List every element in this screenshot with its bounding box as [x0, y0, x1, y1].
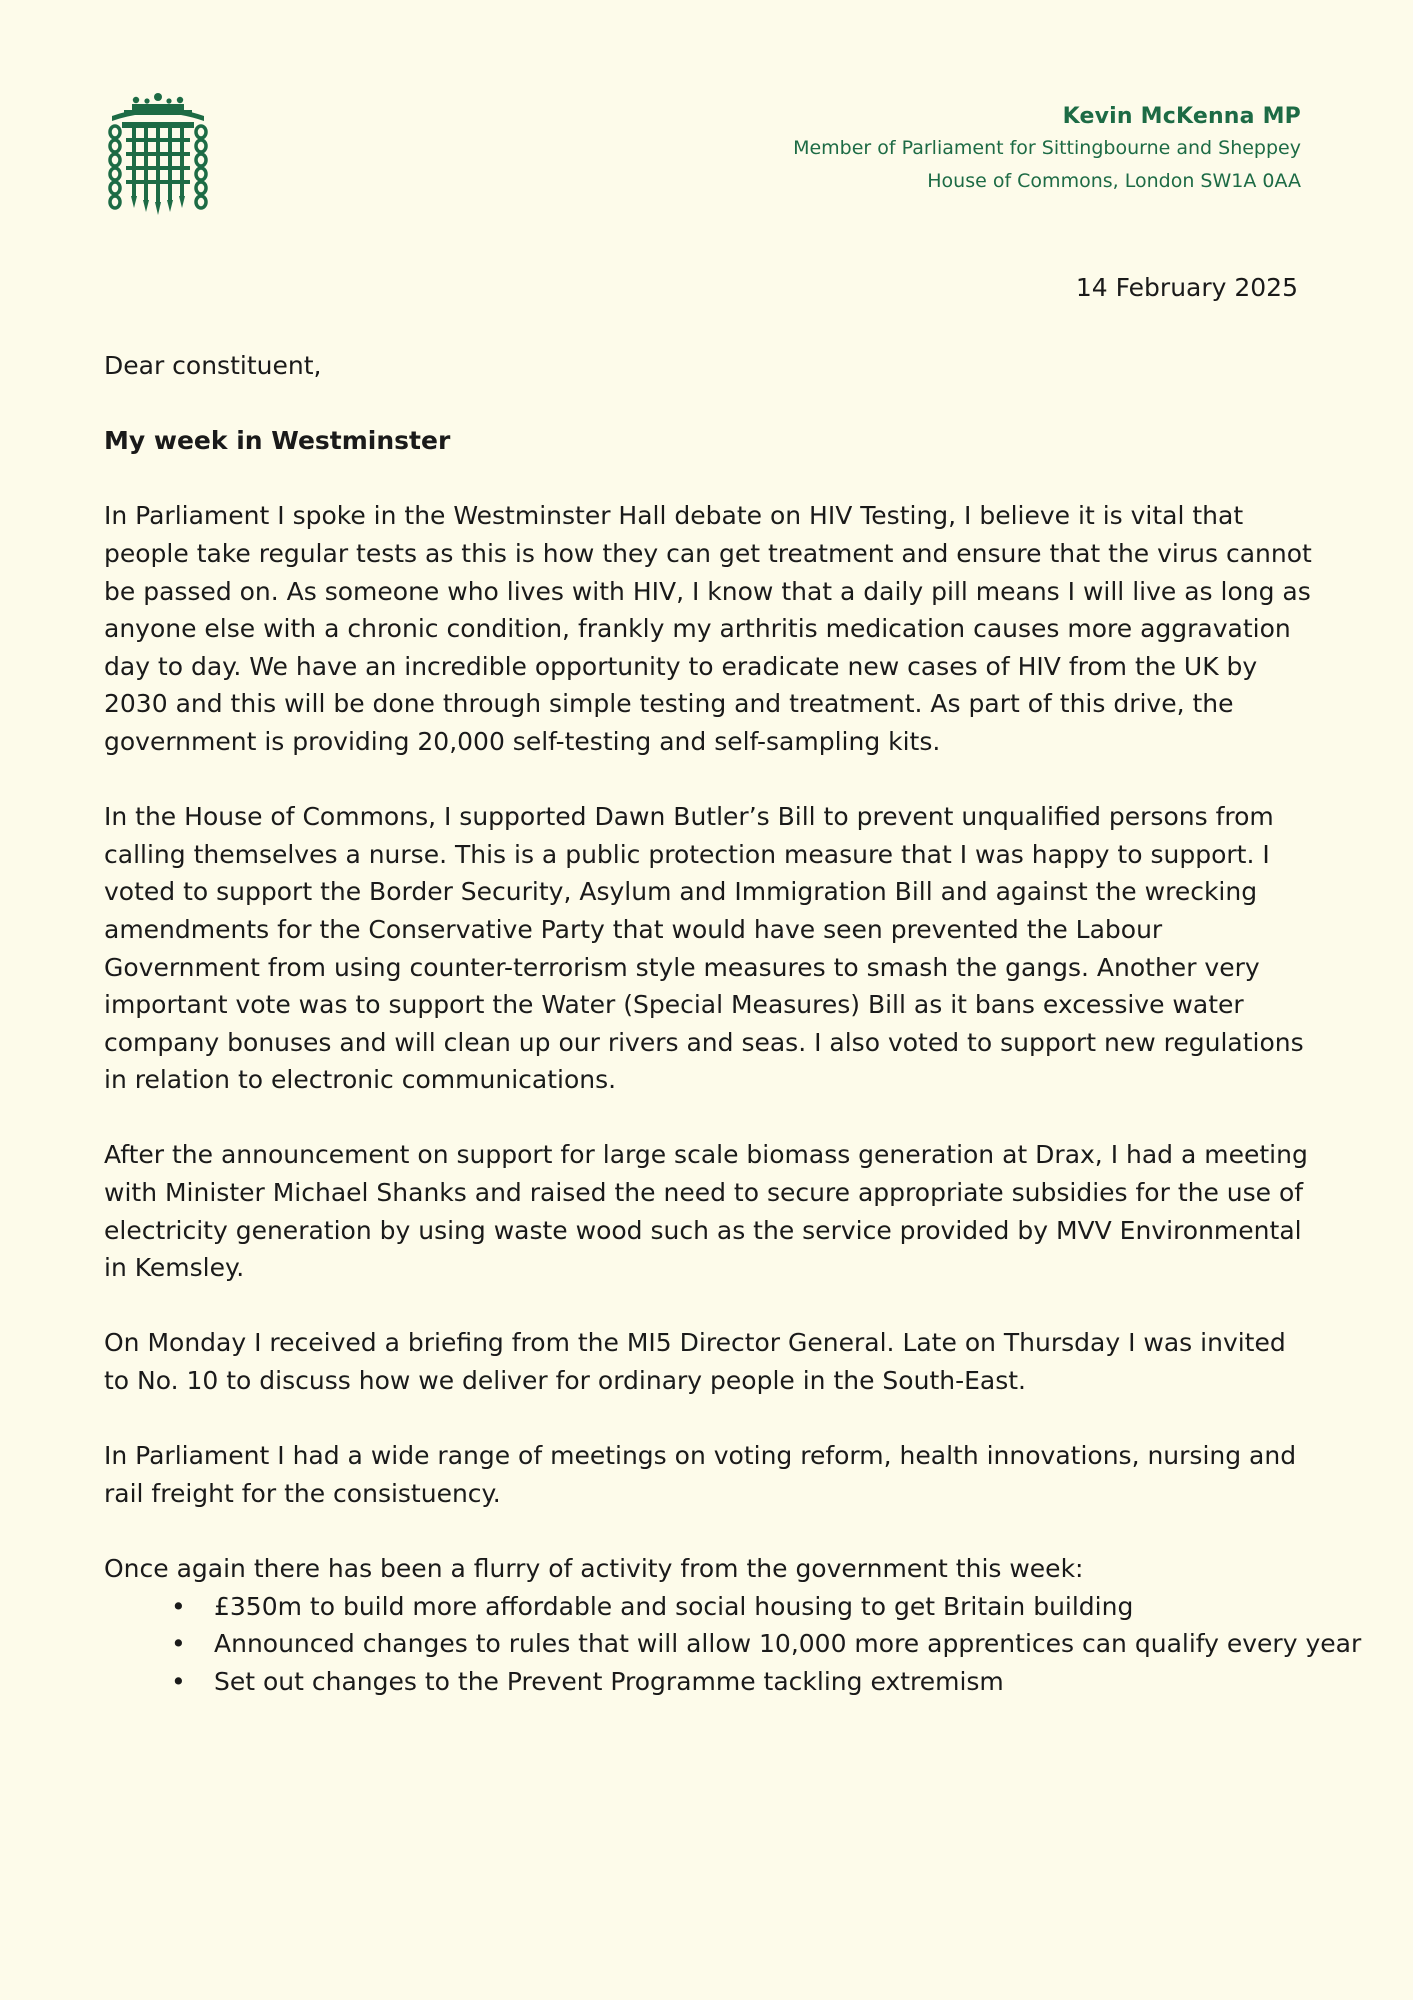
portcullis-logo-icon	[104, 92, 212, 216]
paragraph-meetings: In Parliament I had a wide range of meetings on voting reform, health innovations, nursing and rail freight for the consistuency.	[104, 1441, 1297, 1508]
letter-date: 14 February 2025	[1075, 273, 1298, 302]
paragraph-briefings: On Monday I received a briefing from the MI5 Director General. Late on Thursday I was invited to No. 10 to discuss how we deliver for ordinary people in the South-East.	[104, 1328, 1286, 1396]
bullet-icon: •	[171, 1591, 186, 1621]
letter-body	[104, 347, 1362, 1700]
bullet-icon: •	[171, 1666, 186, 1696]
letterhead	[601, 102, 1301, 198]
bullet-icon: •	[171, 1629, 186, 1659]
mp-name: Kevin McKenna MP	[1062, 104, 1301, 129]
list-item	[171, 1663, 1384, 1701]
list-item-text: Set out changes to the Prevent Programme tackling extremism	[214, 1666, 1004, 1696]
government-activity-list	[104, 1588, 1362, 1701]
paragraph-biomass: After the announcement on support for large scale biomass generation at Drax, I had a meeting with Minister Michael Shanks and raised the need to secure appropriate subsidies for the use of electricity generation by using waste wood such as the service provided by MVV Environmental in Kemsley.	[104, 1140, 1308, 1283]
salutation: Dear constituent,	[104, 351, 322, 380]
list-item-text: £350m to build more affordable and social housing to get Britain building	[214, 1591, 1134, 1621]
mp-constituency: Member of Parliament for Sittingbourne and Sheppey	[793, 137, 1301, 159]
list-item-text: Announced changes to rules that will allow 10,000 more apprentices can qualify every year	[214, 1629, 1362, 1659]
paragraph-commons-votes: In the House of Commons, I supported Dawn Butler’s Bill to prevent unqualified persons from calling themselves a nurse. This is a public protection measure that I was happy to support. I voted to support the Border Security, Asylum and Immigration Bill and against the wrecking amendments for the Conservative Party that would have seen prevented the Labour Government from using counter-terrorism style measures to smash the gangs. Another very important vote was to support the Water (Special Measures) Bill as it bans excessive water company bonuses and will clean up our rivers and seas. I also voted to support new regulations in relation to electronic communications.	[104, 802, 1304, 1095]
mp-address: House of Commons, London SW1A 0AA	[927, 170, 1301, 192]
list-item	[171, 1625, 1384, 1663]
paragraph-hiv-testing: In Parliament I spoke in the Westminster Hall debate on HIV Testing, I believe it is vital that people take regular tests as this is how they can get treatment and ensure that the virus cannot be passed on. As someone who lives with HIV, I know that a daily pill means I will live as long as anyone else with a chronic condition, frankly my arthritis medication causes more aggravation day to day. We have an incredible opportunity to eradicate new cases of HIV from the UK by 2030 and this will be done through simple testing and treatment. As part of this drive, the government is providing 20,000 self-testing and self-sampling kits.	[104, 501, 1312, 756]
list-item	[171, 1588, 1384, 1626]
paragraph-government-activity: Once again there has been a flurry of activity from the government this week:	[104, 1554, 1084, 1583]
letter-heading: My week in Westminster	[104, 426, 451, 456]
